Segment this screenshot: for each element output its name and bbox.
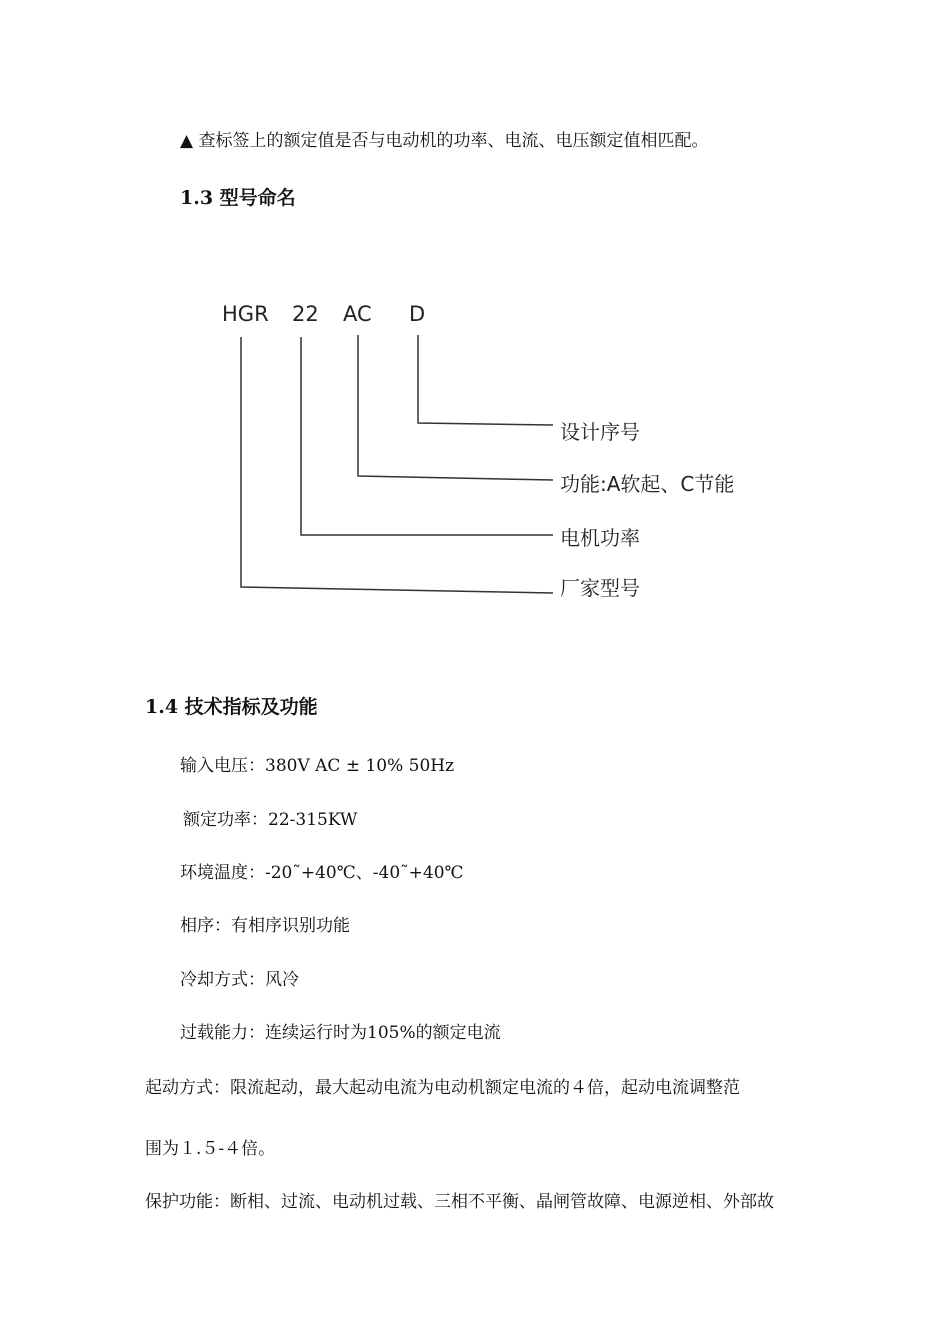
section-1-3-heading: 1.3 型号命名	[180, 187, 296, 209]
notice-line	[180, 126, 708, 151]
spec-rated-power: 额定功率：22-315KW	[183, 810, 358, 830]
label-function: 功能:A软起、C节能	[560, 472, 735, 496]
notice-text: 查标签上的额定值是否与电动机的功率、电流、电压额定值相匹配。	[198, 131, 709, 151]
spec-start-mode-line2: 围为１.５-４倍。	[145, 1139, 276, 1159]
triangle-marker-icon: ▲	[180, 131, 194, 151]
connector-function	[358, 335, 553, 480]
label-motor-power: 电机功率	[560, 526, 640, 550]
code-ac: AC	[343, 302, 372, 326]
spec-overload-capacity: 过载能力：连续运行时为105%的额定电流	[180, 1023, 501, 1043]
spec-input-voltage: 输入电压：380V AC ± 10% 50Hz	[180, 756, 455, 776]
section-1-4-heading: 1.4 技术指标及功能	[145, 696, 318, 718]
spec-protection-line1: 保护功能：断相、过流、电动机过载、三相不平衡、晶闸管故障、电源逆相、外部故	[145, 1192, 774, 1212]
spec-phase-sequence: 相序：有相序识别功能	[180, 916, 350, 936]
label-design-serial: 设计序号	[560, 420, 640, 444]
connector-motor-power	[301, 337, 553, 535]
connector-design-serial	[418, 335, 553, 425]
label-manufacturer-model: 厂家型号	[560, 576, 640, 600]
spec-cooling-method: 冷却方式：风冷	[180, 970, 299, 990]
code-22: 22	[292, 302, 319, 326]
spec-ambient-temperature: 环境温度：-20˜+40℃、-40˜+40℃	[180, 863, 464, 883]
model-naming-diagram	[0, 290, 950, 630]
code-d: D	[409, 302, 426, 326]
connector-manufacturer-model	[241, 337, 553, 593]
spec-start-mode-line1: 起动方式：限流起动，最大起动电流为电动机额定电流的４倍，起动电流调整范	[145, 1078, 740, 1098]
code-hgr: HGR	[222, 302, 269, 326]
